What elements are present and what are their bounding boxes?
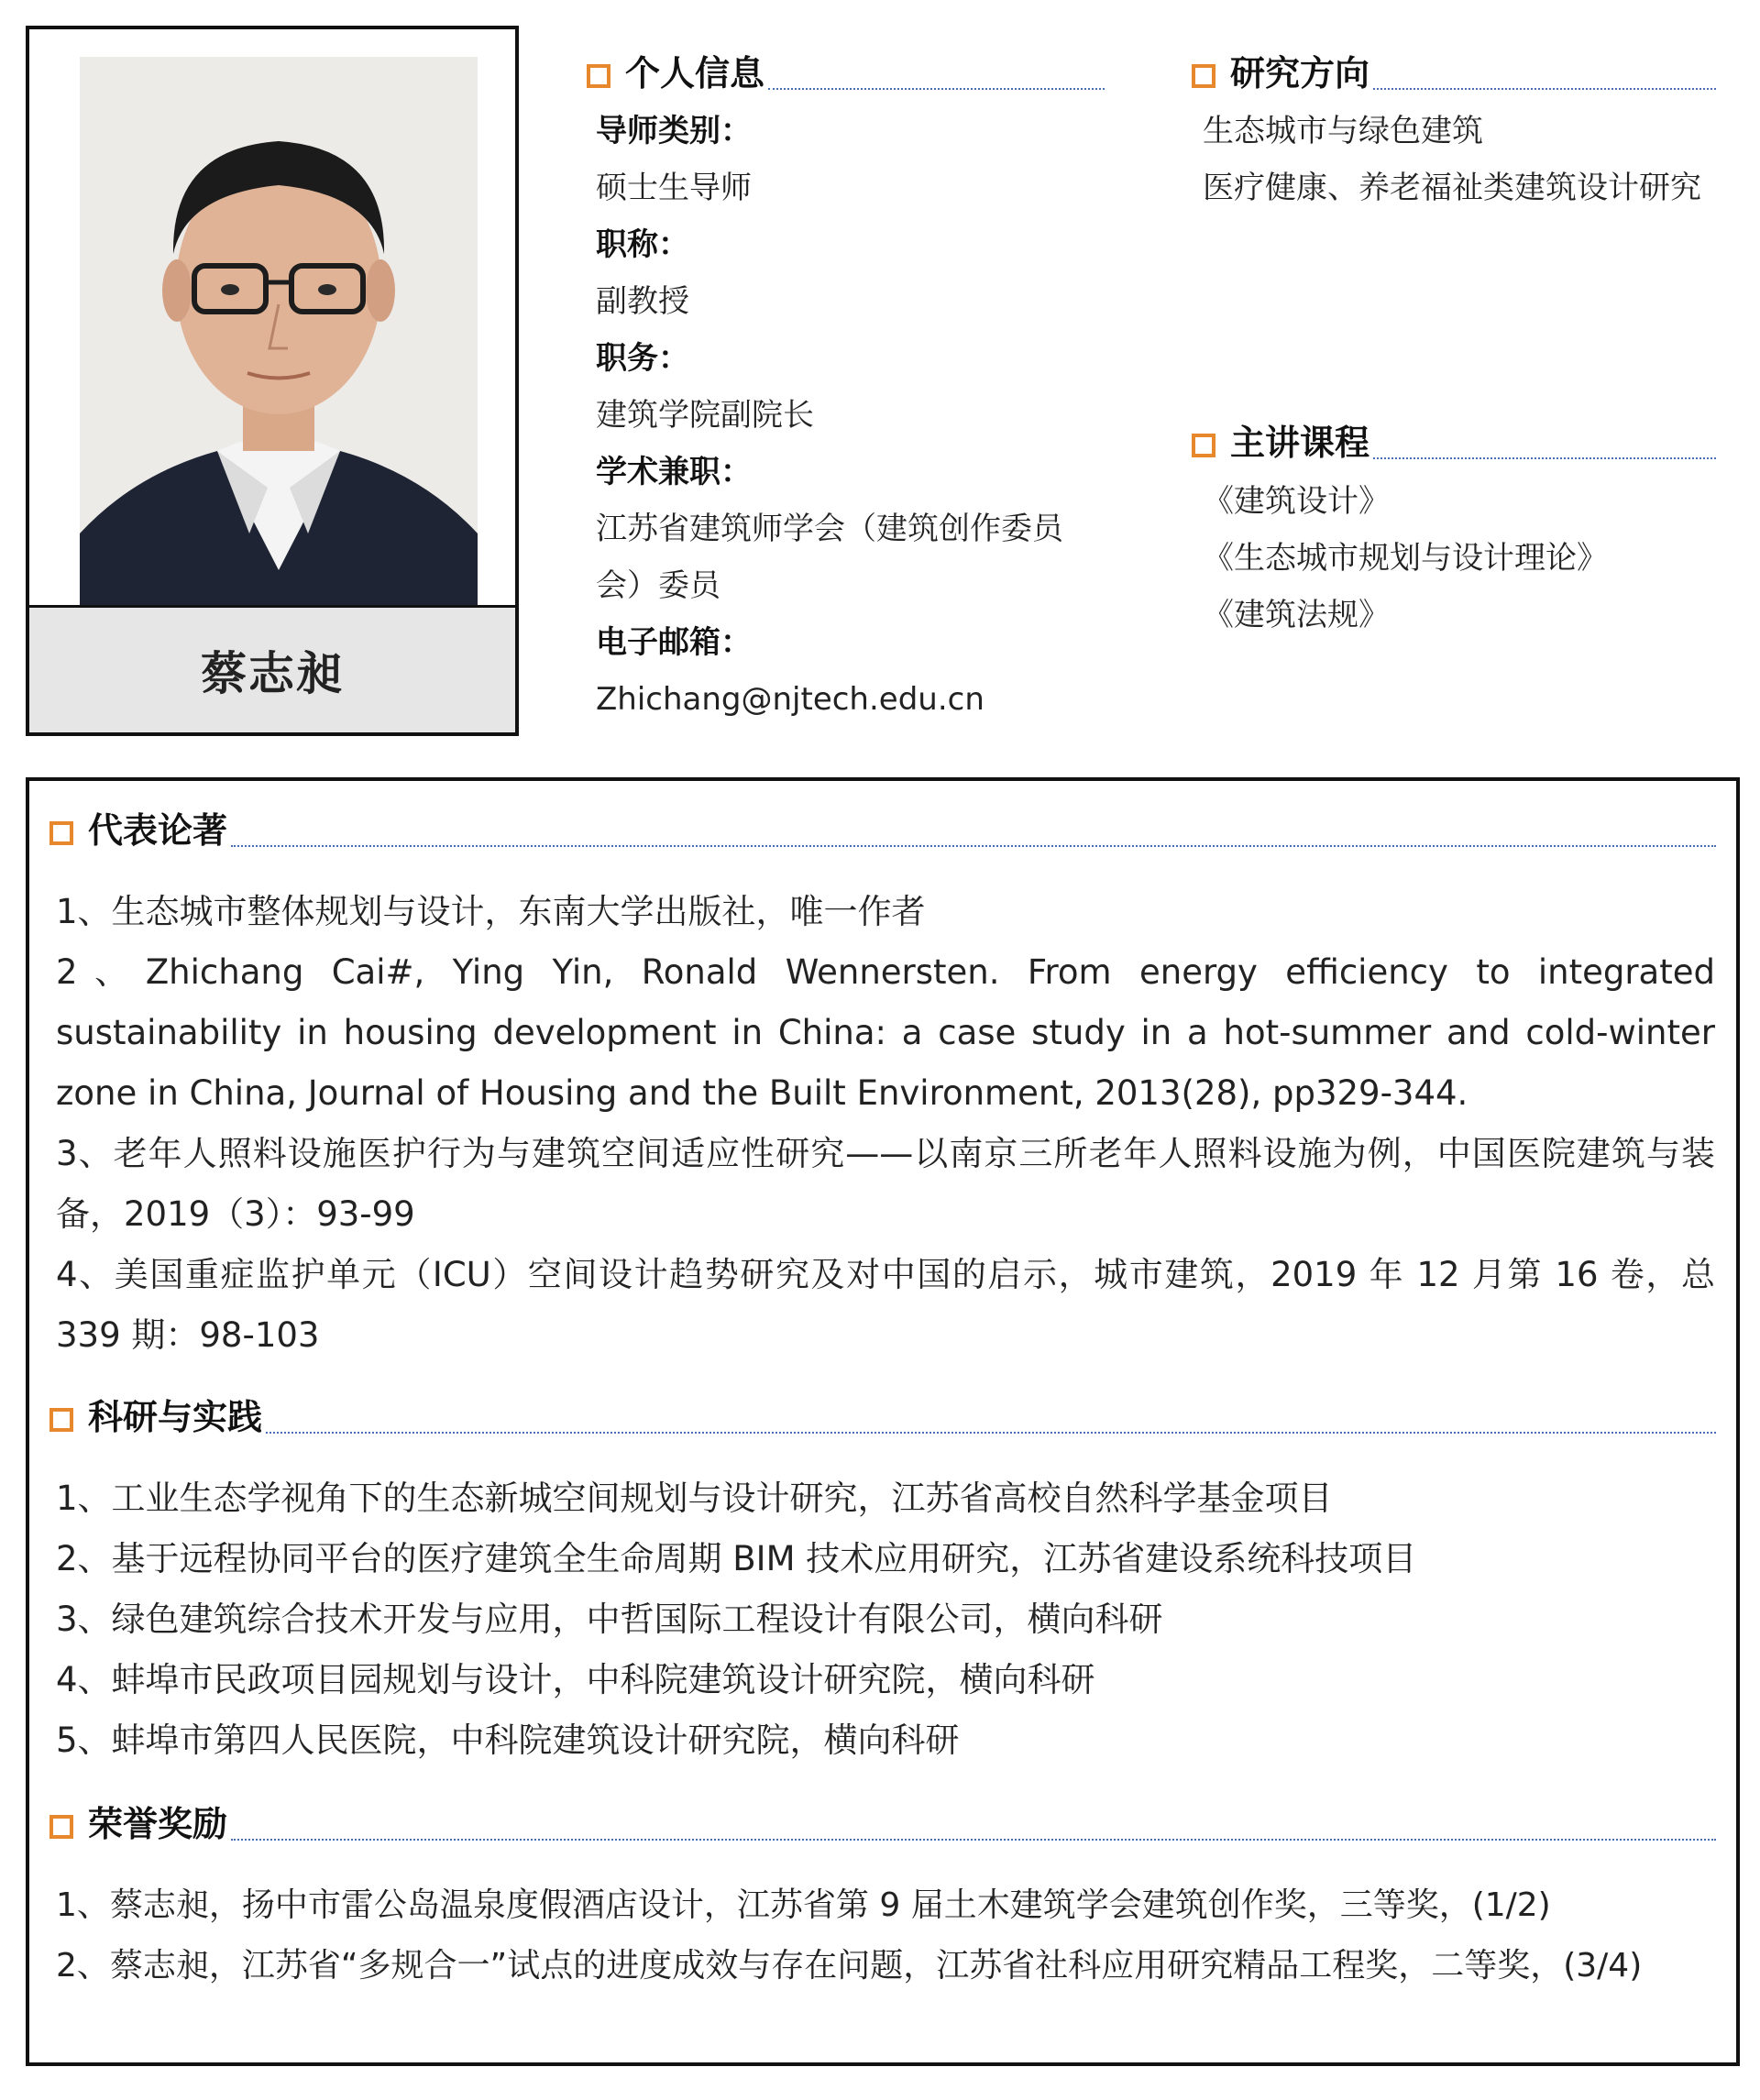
dotted-divider <box>266 1432 1716 1434</box>
square-bullet-icon <box>587 64 610 88</box>
profile-name: 蔡志昶 <box>29 605 515 732</box>
job-title-label: 职称： <box>596 226 689 263</box>
job-title-value: 副教授 <box>596 283 689 320</box>
project-item: 3、绿色建筑综合技术开发与应用，中哲国际工程设计有限公司，横向科研 <box>56 1600 1163 1639</box>
position-value: 建筑学院副院长 <box>596 397 814 434</box>
award-item: 1、蔡志昶，扬中市雷公岛温泉度假酒店设计，江苏省第 9 届土木建筑学会建筑创作奖，三等奖，(1/2) <box>56 1886 1551 1924</box>
research-item: 医疗健康、养老福祉类建筑设计研究 <box>1203 170 1701 206</box>
course-item: 《建筑设计》 <box>1203 483 1390 520</box>
dotted-divider <box>768 88 1105 90</box>
position-label: 职务： <box>596 340 689 377</box>
email-value[interactable]: Zhichang@njtech.edu.cn <box>596 681 984 718</box>
advisor-type-value: 硕士生导师 <box>596 170 752 206</box>
academic-role-label: 学术兼职： <box>596 454 752 490</box>
profile-card <box>26 26 519 736</box>
publication-item: 3、老年人照料设施医护行为与建筑空间适应性研究——以南京三所老年人照料设施为例，中国医院建筑与装备，2019（3）：93-99 <box>56 1134 1715 1234</box>
awards-list <box>56 1875 1715 1996</box>
personal-info-heading <box>587 48 1105 93</box>
award-item: 2、蔡志昶，江苏省“多规合一”试点的进度成效与存在问题，江苏省社科应用研究精品工程奖，二等奖，(3/4) <box>56 1947 1643 1985</box>
square-bullet-icon <box>50 1408 73 1432</box>
publication-item: 1、生态城市整体规划与设计，东南大学出版社，唯一作者 <box>56 892 926 931</box>
publications-title: 代表论著 <box>88 810 228 851</box>
email-label: 电子邮箱： <box>596 624 752 661</box>
course-item: 《建筑法规》 <box>1203 597 1390 633</box>
projects-list <box>56 1468 1715 1771</box>
publication-item: 4、美国重症监护单元（ICU）空间设计趋势研究及对中国的启示，城市建筑，2019 年 12 月第 16 卷，总 339 期：98-103 <box>56 1255 1715 1355</box>
awards-title: 荣誉奖励 <box>88 1804 228 1844</box>
dotted-divider <box>231 845 1716 847</box>
project-item: 1、工业生态学视角下的生态新城空间规划与设计研究，江苏省高校自然科学基金项目 <box>56 1479 1333 1518</box>
projects-title: 科研与实践 <box>88 1397 263 1437</box>
publications-heading <box>50 805 1716 851</box>
profile-photo <box>80 57 478 634</box>
advisor-type-label: 导师类别： <box>596 113 752 149</box>
research-title: 研究方向 <box>1230 53 1370 93</box>
publication-item: 2、Zhichang Cai#, Ying Yin, Ronald Wennersten. From energy efficiency to integrated sustainability in housing development in China: a case study in a hot-summer and cold-winter zone in China, Journal of Housing and the Built Environment, 2013(28), pp329-344. <box>56 952 1715 1113</box>
research-heading <box>1192 48 1716 93</box>
academic-role-value: 江苏省建筑师学会（建筑创作委员会）委员 <box>596 511 1063 604</box>
courses-list <box>1203 473 1725 643</box>
personal-info-title: 个人信息 <box>625 53 765 93</box>
square-bullet-icon <box>50 821 73 845</box>
project-item: 2、基于远程协同平台的医疗建筑全生命周期 BIM 技术应用研究，江苏省建设系统科技项目 <box>56 1539 1417 1578</box>
research-list <box>1203 103 1725 216</box>
course-item: 《生态城市规划与设计理论》 <box>1203 540 1608 577</box>
projects-heading <box>50 1391 1716 1437</box>
dotted-divider <box>1373 457 1716 459</box>
square-bullet-icon <box>50 1815 73 1839</box>
square-bullet-icon <box>1192 64 1216 88</box>
project-item: 4、蚌埠市民政项目园规划与设计，中科院建筑设计研究院，横向科研 <box>56 1660 1095 1699</box>
dotted-divider <box>231 1839 1716 1841</box>
dotted-divider <box>1373 88 1716 90</box>
awards-heading <box>50 1798 1716 1844</box>
personal-info-list <box>596 103 1109 728</box>
square-bullet-icon <box>1192 434 1216 457</box>
courses-title: 主讲课程 <box>1230 423 1370 463</box>
project-item: 5、蚌埠市第四人民医院，中科院建筑设计研究院，横向科研 <box>56 1721 960 1760</box>
research-item: 生态城市与绿色建筑 <box>1203 113 1483 149</box>
publications-list <box>56 882 1715 1366</box>
courses-heading <box>1192 417 1716 463</box>
